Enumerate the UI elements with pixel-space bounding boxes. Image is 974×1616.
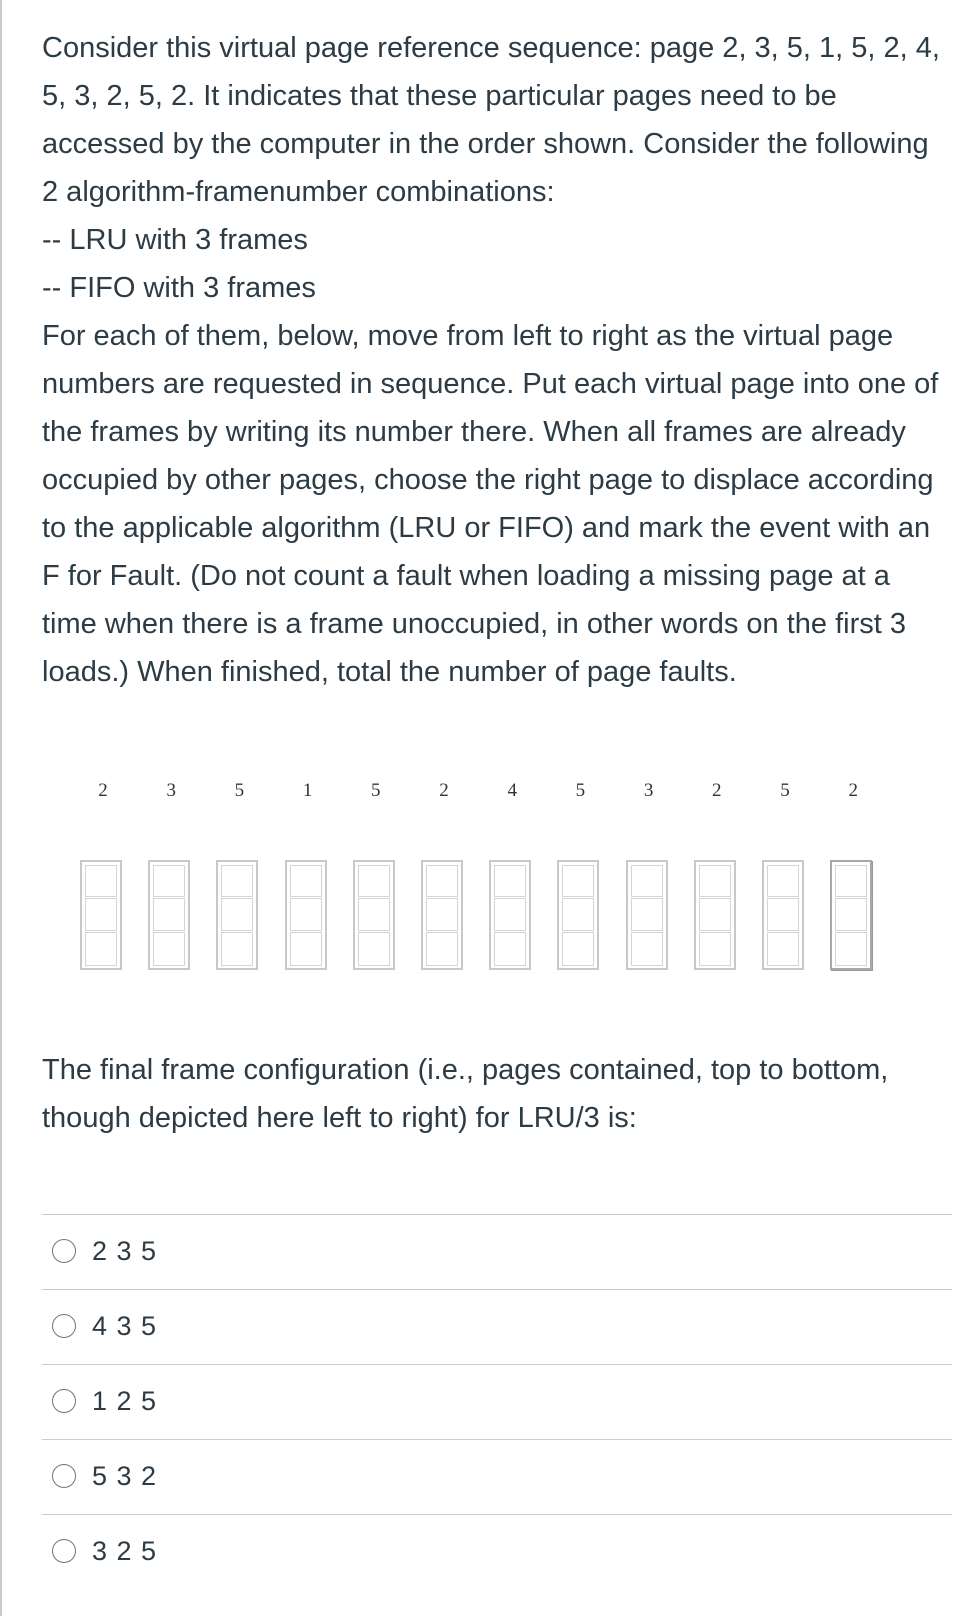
frame-slot (835, 932, 867, 966)
frame-slot (153, 898, 185, 931)
answer-option-label: 4 3 5 (92, 1311, 158, 1341)
frame-slot (290, 898, 322, 931)
frame-slot (835, 865, 867, 897)
frame-slot (631, 932, 663, 966)
frame-slot (699, 865, 731, 897)
reference-page-number: 2 (98, 780, 108, 801)
frame-slot (494, 898, 526, 931)
reference-page-number: 5 (575, 780, 586, 801)
frame-slot (221, 865, 253, 897)
question-option-lru: -- LRU with 3 frames (42, 224, 308, 256)
reference-page-number: 5 (371, 780, 381, 801)
frame-column (80, 860, 122, 970)
radio-button-icon[interactable] (52, 1239, 76, 1263)
frame-slot (358, 898, 390, 931)
frame-slot (835, 898, 867, 931)
reference-page-number: 3 (643, 780, 654, 801)
frame-slot (358, 932, 390, 966)
frame-column (626, 860, 668, 970)
answer-option-label: 5 3 2 (92, 1461, 158, 1491)
reference-page-number: 2 (712, 780, 722, 801)
frame-slot (426, 865, 458, 897)
answer-option-label: 2 3 5 (92, 1236, 158, 1266)
radio-button-icon[interactable] (52, 1389, 76, 1413)
question-prompt: The final frame configuration (i.e., pages contained, top to bottom, though depicted here left to right) for LRU/3 is: (42, 1054, 889, 1134)
reference-page-number: 2 (439, 780, 449, 801)
frame-slot (699, 932, 731, 966)
frame-slot (767, 865, 799, 897)
answer-option-label: 3 2 5 (92, 1536, 158, 1566)
frame-column (557, 860, 599, 970)
reference-page-number: 5 (234, 780, 245, 801)
frame-slot (85, 898, 117, 931)
radio-button-icon[interactable] (52, 1464, 76, 1488)
question-paragraph-instructions: For each of them, below, move from left to right as the virtual page numbers are requested in sequence. Put each virtual page into one of the frames by writing its number there. When all frames are already occupied by other pages, choose the right page to displace according to the applicable algorithm (LRU or FIFO) and mark the event with an F for Fault. (Do not count a fault when loading a missing page at a time when there is a frame unoccupied, in other words on the first 3 loads.) When finished, total the number of page faults. (42, 320, 939, 688)
frame-slot (426, 932, 458, 966)
frame-slot (562, 898, 594, 931)
reference-page-number: 5 (780, 780, 790, 801)
frame-column (216, 860, 258, 970)
frame-slot (153, 865, 185, 897)
frame-slot (290, 932, 322, 966)
frame-slot (494, 865, 526, 897)
answer-option-4[interactable] (42, 1439, 952, 1514)
frame-column (285, 860, 327, 970)
frame-column (762, 860, 804, 970)
question-option-fifo: -- FIFO with 3 frames (42, 272, 316, 304)
frame-column (421, 860, 463, 970)
radio-button-icon[interactable] (52, 1314, 76, 1338)
answer-option-2[interactable] (42, 1289, 952, 1364)
frame-slot (767, 932, 799, 966)
frame-slot (85, 932, 117, 966)
frame-slot (562, 865, 594, 897)
frame-slot (767, 898, 799, 931)
reference-page-number: 2 (848, 780, 858, 801)
question-text (42, 24, 942, 696)
frame-column (489, 860, 531, 970)
frame-slot (426, 898, 458, 931)
frame-column (830, 860, 872, 970)
frame-slot (699, 898, 731, 931)
frame-column (148, 860, 190, 970)
answer-options (42, 1214, 952, 1589)
answer-option-5[interactable] (42, 1514, 952, 1589)
frame-slot (85, 865, 117, 897)
answer-option-label: 1 2 5 (92, 1386, 158, 1416)
frame-slot (358, 865, 390, 897)
reference-page-number: 4 (507, 780, 517, 801)
frame-slot (631, 865, 663, 897)
frame-slot (221, 898, 253, 931)
answer-option-3[interactable] (42, 1364, 952, 1439)
frame-slot (153, 932, 185, 966)
frame-column (353, 860, 395, 970)
frame-slot (221, 932, 253, 966)
frame-slot (562, 932, 594, 966)
question-paragraph-intro: Consider this virtual page reference sequence: page 2, 3, 5, 1, 5, 2, 4, 5, 3, 2, 5, 2. It indicates that these particular pages need to be accessed by the computer in the order shown. Consider the following 2 algorithm-framenumber combinations: (42, 32, 940, 208)
radio-button-icon[interactable] (52, 1539, 76, 1563)
answer-option-1[interactable] (42, 1214, 952, 1289)
frame-slot (631, 898, 663, 931)
page-frame-diagram (80, 780, 920, 980)
left-border (0, 0, 2, 1616)
frame-column (694, 860, 736, 970)
reference-page-number: 1 (302, 780, 313, 801)
frame-slot (494, 932, 526, 966)
reference-page-number: 3 (166, 780, 176, 801)
frame-slot (290, 865, 322, 897)
